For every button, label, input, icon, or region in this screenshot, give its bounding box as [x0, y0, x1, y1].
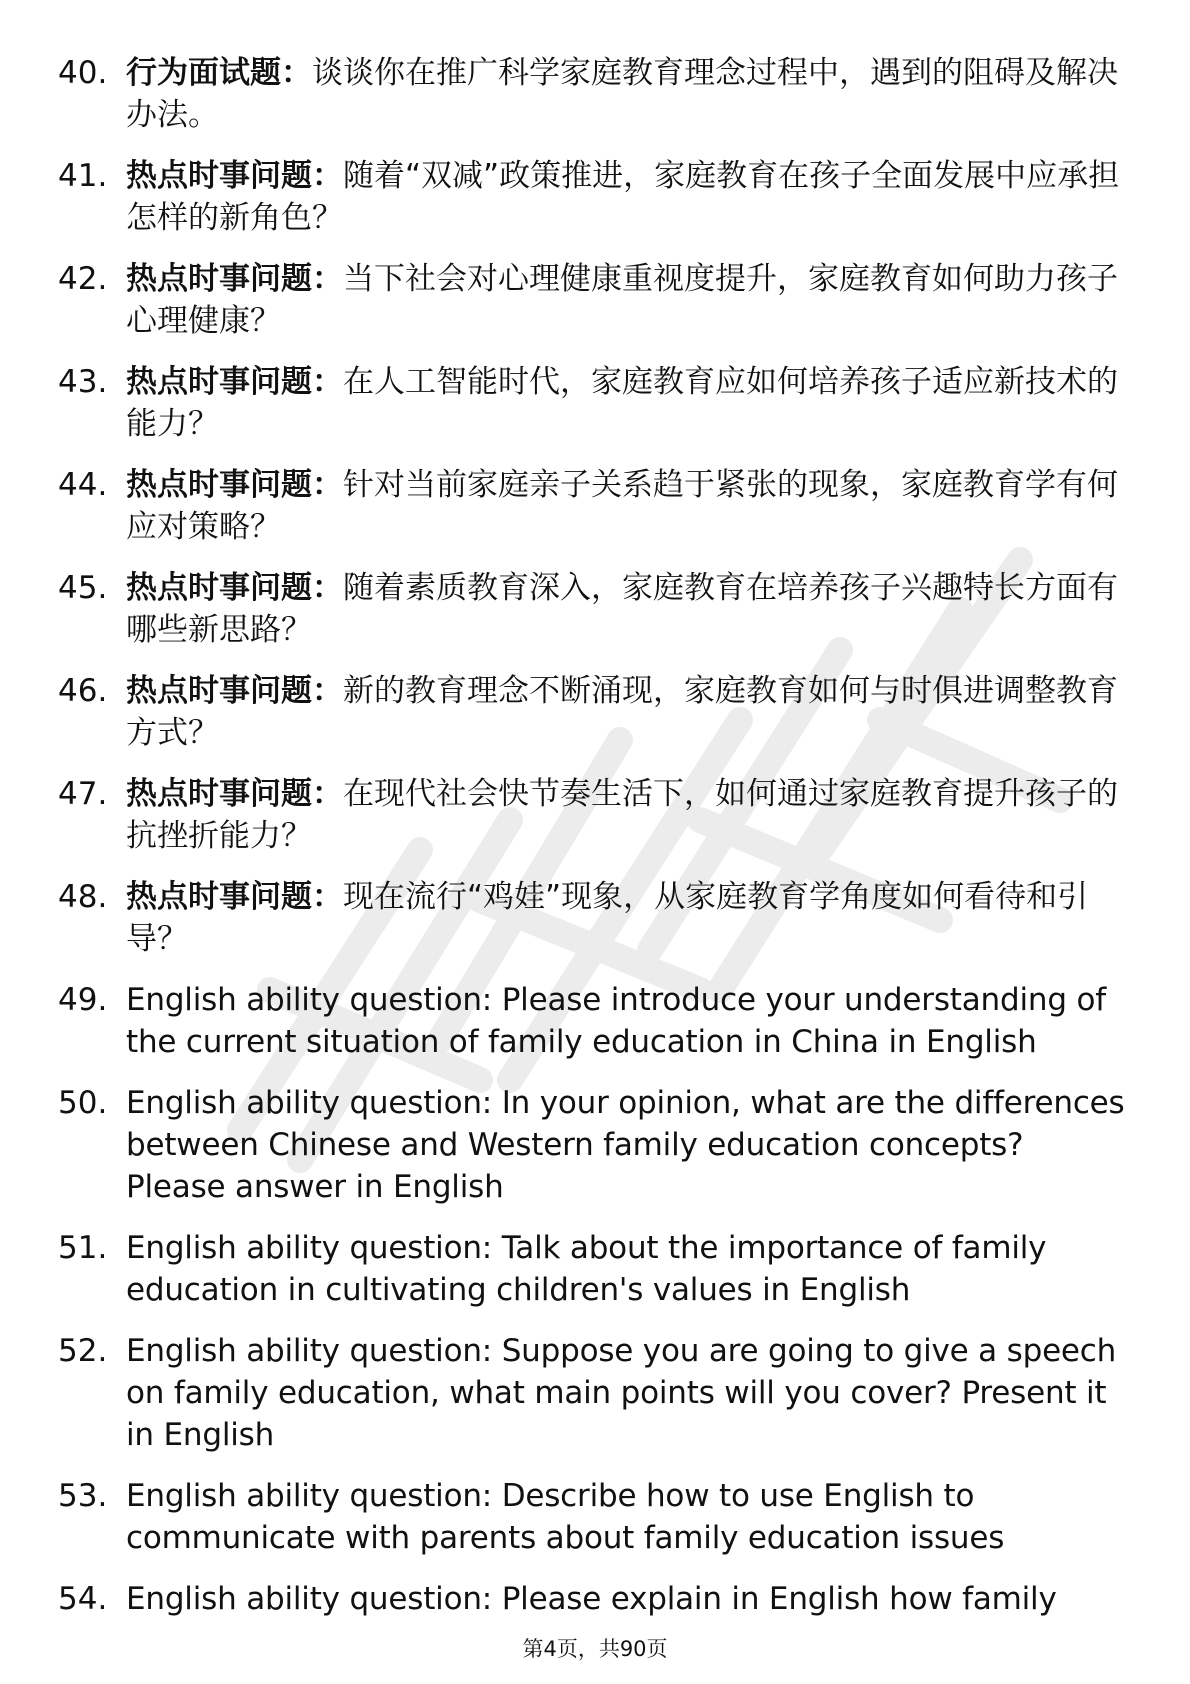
- item-category: 行为面试题：: [126, 55, 312, 91]
- item-text: Please explain in English how family: [501, 1581, 1057, 1617]
- item-body: [126, 1475, 1128, 1559]
- list-item: [58, 1227, 1128, 1311]
- list-item: [58, 1475, 1128, 1559]
- item-number: 44.: [58, 467, 108, 503]
- item-number: 42.: [58, 261, 108, 297]
- item-text: Describe how to use English to communicate with parents about family education issues: [126, 1478, 1005, 1556]
- item-body: [126, 979, 1128, 1063]
- item-category: English ability question:: [126, 1478, 502, 1514]
- item-category: English ability question:: [126, 1085, 502, 1121]
- list-item: [58, 876, 1128, 960]
- item-text: 当下社会对心理健康重视度提升，家庭教育如何助力孩子心理健康？: [126, 261, 1118, 339]
- item-category: English ability question:: [126, 1333, 502, 1369]
- page-number-footer: 第4页，共90页: [522, 1637, 668, 1661]
- item-body: [126, 1330, 1128, 1456]
- item-category: 热点时事问题：: [126, 879, 343, 915]
- list-item: [58, 1330, 1128, 1456]
- item-number: 53.: [58, 1478, 108, 1514]
- item-number: 46.: [58, 673, 108, 709]
- item-number: 40.: [58, 55, 108, 91]
- item-category: 热点时事问题：: [126, 776, 343, 812]
- item-number: 52.: [58, 1333, 108, 1369]
- list-item: [58, 464, 1128, 548]
- item-body: [126, 1227, 1128, 1311]
- item-number: 50.: [58, 1085, 108, 1121]
- item-body: [126, 52, 1128, 136]
- item-body: [126, 258, 1128, 342]
- list-item: [58, 258, 1128, 342]
- item-text: 在现代社会快节奏生活下，如何通过家庭教育提升孩子的抗挫折能力？: [126, 776, 1118, 854]
- item-category: 热点时事问题：: [126, 673, 343, 709]
- item-text: In your opinion, what are the differences between Chinese and Western family education concepts? Please answer in English: [126, 1085, 1125, 1205]
- item-number: 48.: [58, 879, 108, 915]
- item-text: 现在流行“鸡娃”现象，从家庭教育学角度如何看待和引导？: [126, 879, 1089, 957]
- item-body: [126, 1578, 1128, 1620]
- item-text: Talk about the importance of family education in cultivating children's values in English: [126, 1230, 1047, 1308]
- item-body: [126, 876, 1128, 960]
- item-text: 随着素质教育深入，家庭教育在培养孩子兴趣特长方面有哪些新思路？: [126, 570, 1118, 648]
- item-category: English ability question:: [126, 1230, 502, 1266]
- item-text: 在人工智能时代，家庭教育应如何培养孩子适应新技术的能力？: [126, 364, 1118, 442]
- item-category: 热点时事问题：: [126, 158, 343, 194]
- list-item: [58, 1082, 1128, 1208]
- item-category: 热点时事问题：: [126, 570, 343, 606]
- item-body: [126, 1082, 1128, 1208]
- item-body: [126, 464, 1128, 548]
- item-category: 热点时事问题：: [126, 467, 343, 503]
- list-item: [58, 567, 1128, 651]
- item-category: 热点时事问题：: [126, 364, 343, 400]
- item-body: [126, 773, 1128, 857]
- item-number: 47.: [58, 776, 108, 812]
- item-text: Please introduce your understanding of the current situation of family education in China in English: [126, 982, 1106, 1060]
- item-body: [126, 361, 1128, 445]
- item-number: 54.: [58, 1581, 108, 1617]
- item-text: 针对当前家庭亲子关系趋于紧张的现象，家庭教育学有何应对策略？: [126, 467, 1118, 545]
- item-category: English ability question:: [126, 1581, 502, 1617]
- list-item: [58, 1578, 1128, 1620]
- list-item: [58, 52, 1128, 136]
- item-text: 新的教育理念不断涌现，家庭教育如何与时俱进调整教育方式？: [126, 673, 1118, 751]
- list-item: [58, 155, 1128, 239]
- list-item: [58, 670, 1128, 754]
- item-number: 51.: [58, 1230, 108, 1266]
- list-item: [58, 979, 1128, 1063]
- item-number: 43.: [58, 364, 108, 400]
- item-body: [126, 670, 1128, 754]
- list-item: [58, 361, 1128, 445]
- item-body: [126, 155, 1128, 239]
- item-number: 49.: [58, 982, 108, 1018]
- item-category: English ability question:: [126, 982, 502, 1018]
- item-text: 随着“双减”政策推进，家庭教育在孩子全面发展中应承担怎样的新角色？: [126, 158, 1120, 236]
- item-text: Suppose you are going to give a speech on family education, what main points will you cover? Present it in English: [126, 1333, 1117, 1453]
- item-number: 45.: [58, 570, 108, 606]
- question-list: [58, 52, 1128, 1639]
- item-category: 热点时事问题：: [126, 261, 343, 297]
- list-item: [58, 773, 1128, 857]
- item-number: 41.: [58, 158, 108, 194]
- item-text: 谈谈你在推广科学家庭教育理念过程中，遇到的阻碍及解决办法。: [126, 55, 1118, 133]
- item-body: [126, 567, 1128, 651]
